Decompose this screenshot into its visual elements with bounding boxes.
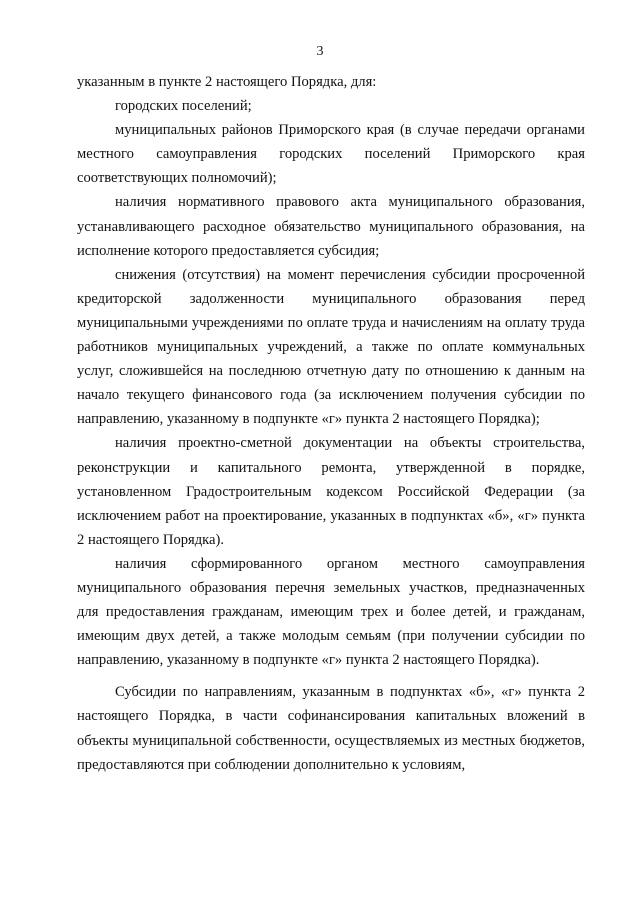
paragraph-land-plots: наличия сформированного органом местного самоуправления муниципального образования перечня земельных участков, предназначенных для предоставления гражданам, имеющим трех и более детей, и гражданам, имеющим двух детей, а также молодым семьям (при получении субсидии по направлению, указанному в подпункте «г» пункта 2 настоящего Порядка). [77,555,585,669]
paragraph-urban-settlements: городских поселений; [115,98,252,115]
page-number: 3 [316,44,324,59]
paragraph-legal-act: наличия нормативного правового акта муниципального образования, устанавливающего расходное обязательство муниципального образования, на исполнение которого предоставляется субсидия; [77,194,585,259]
paragraph-debt-reduction: снижения (отсутствия) на момент перечисления субсидии просроченной кредиторской задолженности муниципального образования перед муниципальными учреждениями по оплате труда и начислениям на оплату труда работников муниципальных учреждений, а также по оплате коммунальных услуг, сложившейся на последнюю отчетную дату по отношению к данным на начало текущего финансового года (за исключением получения субсидии по направлению, указанному в подпункте «г» пункта 2 настоящего Порядка); [77,266,585,428]
paragraph-design-documentation: наличия проектно-сметной документации на объекты строительства, реконструкции и капитального ремонта, утвержденной в порядке, установленном Градостроительным кодексом Российской Федерации (за исключением работ на проектирование, указанных в подпунктах «б», «г» пункта 2 настоящего Порядка). [77,435,585,548]
paragraph-intro: указанным в пункте 2 настоящего Порядка, для: [77,74,377,90]
document-body [77,70,585,777]
paragraph-subsidies-directions: Субсидии по направлениям, указанным в подпунктах «б», «г» пункта 2 настоящего Порядка, в части софинансирования капитальных вложений в объекты муниципальной собственности, осуществляемых из местных бюджетов, предоставляются при соблюдении дополнительно к условиям, [77,684,585,773]
paragraph-municipal-districts: муниципальных районов Приморского края (в случае передачи органами местного самоуправления городских поселений Приморского края соответствующих полномочий); [77,122,585,187]
